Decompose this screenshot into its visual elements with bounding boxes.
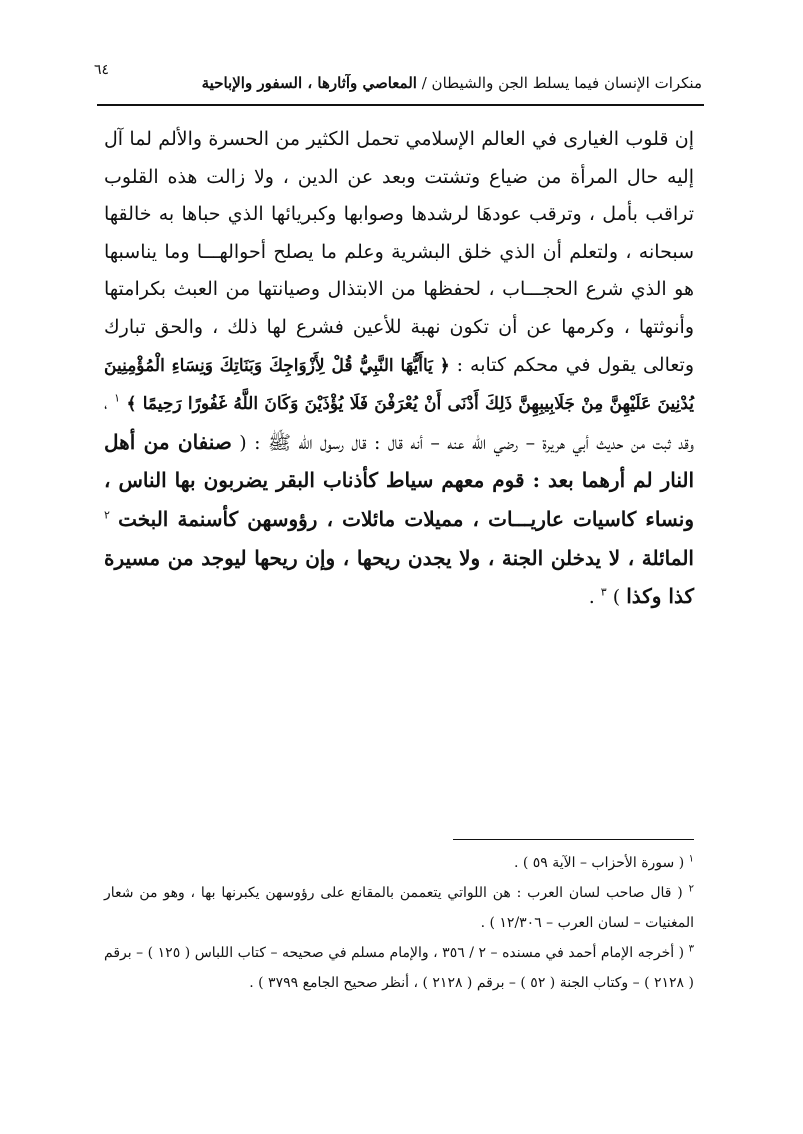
hadith-text-part-1: صنفان من أهل النار لم أرهما بعد : قوم معهم سياط كأذناب البقر يضربون بها الناس ، ونساء كاسيات عاريـــات ، مميلات مائلات ، رؤوسهن كأسنمة البخت	[104, 429, 695, 531]
footnotes	[104, 848, 694, 998]
footnote-text: ( سورة الأحزاب – الآية ٥٩ ) .	[513, 855, 685, 871]
footnote-ref-3: ٣	[600, 585, 607, 599]
footnote-number: ٣	[688, 943, 695, 955]
body-text	[104, 121, 694, 617]
footnote-3	[104, 938, 694, 998]
footnote-text: ( قال صاحب لسان العرب : هن اللواتي يتعممن بالمقانع على رؤوسهن يكبرنها بها ، وهو من شعار المغنيات – لسان العرب – ١٢/٣٠٦ ) .	[104, 885, 694, 931]
intro-text: إن قلوب الغيارى في العالم الإسلامي تحمل الكثير من الحسرة والألم لما آل إليه حال المرأة من ضياع وتشتت وبعد عن الدين ، ولا زالت هذه القلوب تراقب بأمل ، وترقب عودهَا لرشدها وصوابها وكبريائها الذي حباها به خالقها سبحانه ، ولتعلم أن الذي خلق البشرية وعلم ما يصلح أحوالهـــا وما يناسبها هو الذي شرع الحجـــاب ، لحفظها من الابتذال وصيانتها من العبث بكرامتها وأنوثتها ، وكرمها عن أن تكون نهبة للأعين فشرع لها ذلك ، والحق تبارك وتعالى يقول في محكم كتابه :	[104, 128, 694, 376]
footnote-rule	[453, 839, 694, 840]
hadith-intro-text: ، وقد ثبت من حديث أبي هريرة – رضي الله عنه – أنه قال : قال رسول الله ﷺ : (	[104, 392, 694, 454]
closing-paren: )	[612, 586, 627, 609]
footnote-number: ٢	[688, 883, 694, 895]
book-title: منكرات الإنسان فيما يسلط الجن والشيطان /	[416, 74, 702, 92]
hadith-text-part-2: المائلة ، لا يدخلن الجنة ، ولا يجدن ريحها ، وإن ريحها ليوجد من مسيرة كذا وكذا	[104, 545, 694, 609]
header-rule	[97, 104, 704, 106]
end-mark: .	[588, 586, 601, 609]
footnote-2	[104, 878, 694, 938]
running-header	[190, 74, 702, 92]
footnote-number: ١	[688, 853, 694, 865]
quran-verse: ﴿ يَاأَيُّهَا النَّبِيُّ قُلْ لِأَزْوَاجِكَ وَبَنَاتِكَ وَنِسَاءِ الْمُؤْمِنِينَ يُدْنِينَ عَلَيْهِنَّ مِنْ جَلَابِيبِهِنَّ ذَلِكَ أَدْنَى أَنْ يُعْرَفْنَ فَلَا يُؤْذَيْنَ وَكَانَ اللَّهُ غَفُورًا رَحِيمًا ﴾	[104, 355, 694, 415]
footnote-ref-2: ٢	[104, 508, 110, 522]
page-number: ٦٤	[94, 62, 110, 78]
footnote-ref-1: ١	[114, 391, 120, 405]
chapter-title: المعاصي وآثارها ، السفور والإباحية	[201, 74, 417, 92]
footnote-text: ( أخرجه الإمام أحمد في مسنده – ٢ / ٣٥٦ ، والإمام مسلم في صحيحه – كتاب اللباس ( ١٢٥ ) – برقم ( ٢١٢٨ ) – وكتاب الجنة ( ٥٢ ) – برقم ( ٢١٢٨ ) ، أنظر صحيح الجامع ٣٧٩٩ ) .	[104, 945, 694, 991]
main-paragraph	[104, 121, 694, 617]
footnote-1	[104, 848, 694, 878]
